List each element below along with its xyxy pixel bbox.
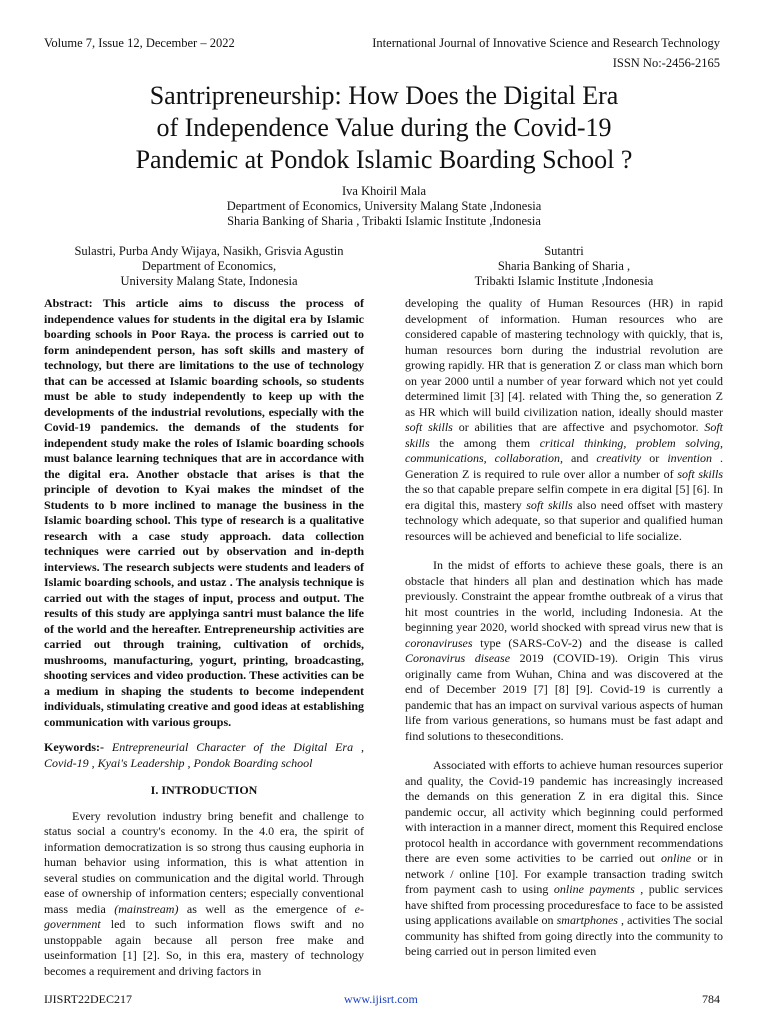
title-line: Pandemic at Pondok Islamic Boarding School ? — [135, 145, 633, 174]
affiliation: University Malang State, Indonesia — [120, 274, 298, 288]
volume-issue: Volume 7, Issue 12, December – 2022 — [44, 36, 235, 50]
right-column — [405, 296, 723, 960]
title-line: Santripreneurship: How Does the Digital Era — [149, 81, 619, 110]
keywords-text: Entrepreneurial Character of the Digital Era , Covid-19 , Kyai's Leadership , Pondok Boarding school — [44, 740, 364, 770]
page-number: 784 — [702, 992, 720, 1006]
author-names: Sutantri — [544, 244, 584, 258]
abstract: Abstract: This article aims to discuss the process of independence values for students in the digital era by Islamic boarding schools in Poor Raya. the process is carried out to form anindependent person, has soft skills and mastery of technology, but there are limitations to the use of technology that can be accessed at Islamic boarding schools, so students must be able to study independently to keep up with the developments of the industrial revolutions, especially with the Covid-19 pandemics. the demands of the students for independent study make the roles of Islamic boarding schools must balance learning techniques that are in accordance with the digital era. Another obstacle that arises is that the principle of devotion to Kyai makes the mindset of the Students to b more inclined to manage the business in the Islamic boarding school. This type of research is a qualitative research with a case study approach. data collection techniques were carried out by observation and in-depth interviews. The research subjects were students and leaders of Islamic boarding schools, and ustaz . The analysis technique is carried out with the stages of input, process and output. The results of this study are applyinga santri must balance the life of the world and the hereafter. Entrepreneurship activities are carried out through training, cultivation of orchids, mushrooms, manufacturing, yogurt, printing, broadcasting, shooting services and video production. These activities can be a medium in shaping the students to become independent individuals, stimulating creative and good ideas at establishing communication with various groups. — [44, 296, 364, 729]
affiliation: Sharia Banking of Sharia , — [497, 259, 631, 273]
title-line: of Independence Value during the Covid-19 — [156, 113, 612, 142]
affiliation: Department of Economics, — [141, 259, 277, 273]
affiliation: Department of Economics, University Malang State ,Indonesia — [226, 199, 542, 213]
body-paragraph: Associated with efforts to achieve human resources superior and quality, the Covid-19 pandemic has increasingly increased the demands on this generation Z in era digital this. Since pandemic occur, all activity which beginning could performed with interaction in a manner direct, moment this Required enclose protocol health in accordance with government recommendations there are even some activities to be carried out online or in network / online [10]. For example transaction trading switch from payment cash to using online payments , public services have shifted from processing proceduresface to face to be assisted using applications available on smartphones , activities The social community has shifted from going directly into the community to being carried out in person limited even — [405, 758, 724, 958]
paper-title — [44, 80, 724, 176]
affiliation: Sharia Banking of Sharia , Tribakti Islamic Institute ,Indonesia — [227, 214, 541, 228]
footer-paper-id: IJISRT22DEC217 — [44, 992, 132, 1006]
author-name: Iva Khoiril Mala — [341, 184, 426, 198]
intro-paragraph: Every revolution industry bring benefit and challenge to status social a country's economy. In the 4.0 era, the spirit of information democratization is so strong thus causing euphoria in human behavior using information, this is what attention in several studies on communication and the digital world. Through ease of ownership of information centers; especially conventional mass media (mainstream) as well as the emergence of e-government led to such information flows swift and no unstoppable again because all person free make and useinformation [1] [2]. So, in this era, mastery of technology becomes a requirement and driving factors in — [44, 808, 364, 978]
journal-name: International Journal of Innovative Science and Research Technology — [372, 36, 720, 50]
co-authors-right — [404, 244, 724, 289]
body-paragraph: In the midst of efforts to achieve these goals, there is an obstacle that hinders all plan and destination which has made previously. Constraint the appear fromthe outbreak of a virus that hit most countries in the world, including Indonesia. At the beginning year 2020, world shocked with spread virus new that is coronaviruses type (SARS-CoV-2) and the disease is called Coronavirus disease 2019 (COVID-19). Origin This virus originally came from Wuhan, China and was discovered at the end of December 2019 [7] [8] [9]. Covid-19 is currently a pandemic that has an impact on survival various aspects of human life from various generations, so humans must be fast adapt and find solutions to theseconditions. — [405, 558, 723, 743]
keywords — [44, 740, 364, 771]
author-names: Sulastri, Purba Andy Wijaya, Nasikh, Grisvia Agustin — [74, 244, 344, 258]
co-authors-left — [44, 244, 374, 289]
affiliation: Tribakti Islamic Institute ,Indonesia — [474, 274, 654, 288]
footer-website-link[interactable]: www.ijisrt.com — [344, 992, 418, 1006]
keywords-label: Keywords:- — [44, 740, 104, 754]
body-paragraph: developing the quality of Human Resources (HR) in rapid development of information. Human resources who are considered capable of mastering technology with quickly, that is, human resources born during the industrial revolution are growing rapidly. HR that is generation Z or class man which born on year 2000 until a number of year forward which not yet could determined limit [3] [4]. related with Thing the, so generation Z as HR which will build civilization nation, ideally should master soft skills or abilities that are affective and psychomotor. Soft skills the among them critical thinking, problem solving, communications, collaboration, and creativity or invention . Generation Z is required to rule over allor a number of soft skills the so that capable prepare selfin compete in era digital [5] [6]. In era digital this, mastery soft skills also need offset with mastery technology which adequate, so that superior and qualified human resources will be achieved and beneficial to life socialize. — [405, 296, 723, 543]
main-author — [44, 184, 724, 229]
left-column — [44, 296, 364, 979]
issn: ISSN No:-2456-2165 — [612, 56, 720, 70]
section-heading: I. INTRODUCTION — [150, 783, 258, 797]
